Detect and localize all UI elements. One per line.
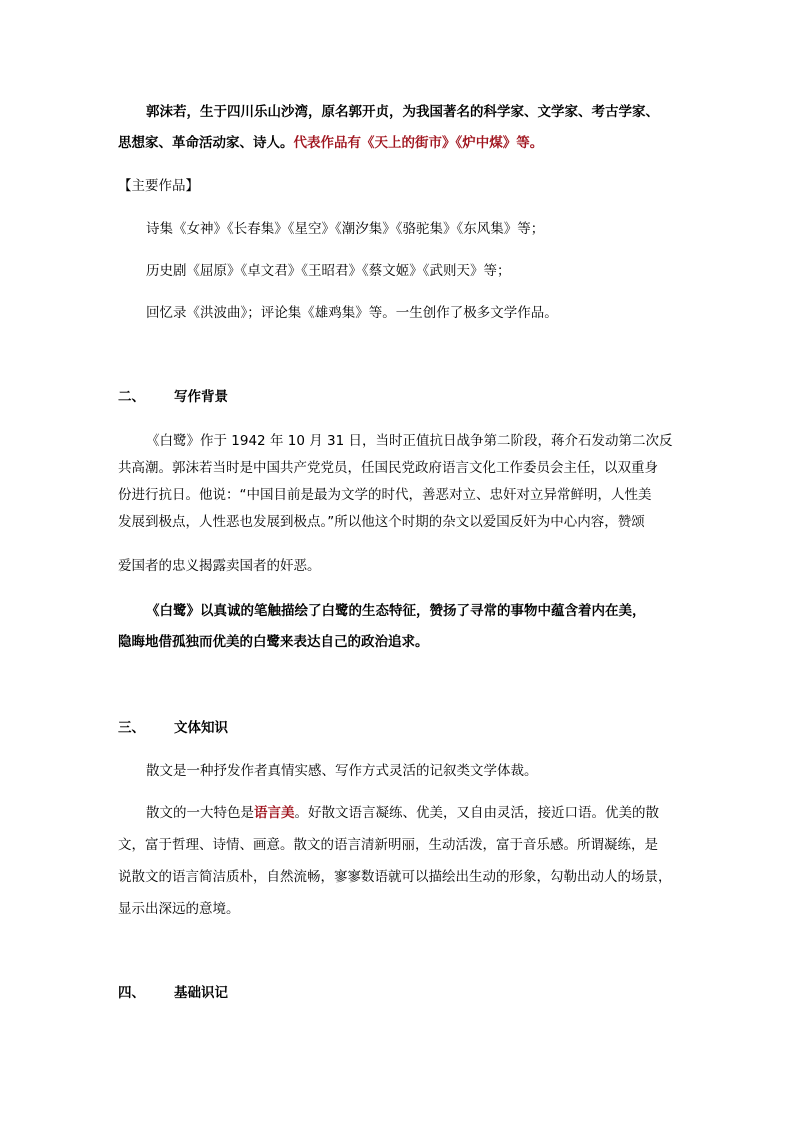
works-heading: 【主要作品】 xyxy=(118,178,199,194)
paragraph-line: 散文是一种抒发作者真情实感、写作方式灵活的记叙类文学体裁。 xyxy=(146,763,538,779)
section-number: 四、 xyxy=(118,985,145,1001)
paragraph-line: 份进行抗日。他说：“中国目前是最为文学的时代，善恶对立、忠奸对立异常鲜明，人性美 xyxy=(118,487,652,503)
paragraph-line xyxy=(146,804,659,822)
language-beauty: 语言美 xyxy=(254,805,295,821)
text-span: 。好散文语言凝练、优美，又自由灵活，接近口语。优美的散 xyxy=(294,805,659,821)
section-number: 二、 xyxy=(118,389,145,405)
section-number: 三、 xyxy=(118,720,145,736)
section-title: 文体知识 xyxy=(174,720,228,736)
works-poetry: 诗集《女神》《长春集》《星空》《潮汐集》《骆驼集》《东风集》等； xyxy=(146,221,545,237)
section-title: 基础识记 xyxy=(174,985,228,1001)
intro-line-2-text: 思想家、革命活动家、诗人。 xyxy=(118,135,294,151)
paragraph-line: 发展到极点，人性恶也发展到极点。”所以他这个时期的杂文以爱国反奸为中心内容，赞颂 xyxy=(118,514,645,530)
paragraph-line: 《白鹭》作于 1942 年 10 月 31 日，当时正值抗日战争第二阶段，蒋介石发动第二次反 xyxy=(146,433,673,449)
paragraph-line: 共高潮。郭沫若当时是中国共产党党员，任国民党政府语言文化工作委员会主任，以双重身 xyxy=(118,460,658,476)
representative-works: 代表作品有《天上的街市》《炉中煤》等。 xyxy=(293,135,544,151)
section-heading-basics xyxy=(118,984,228,1002)
intro-line-2 xyxy=(118,134,543,152)
text-span: 散文的一大特色是 xyxy=(146,805,254,821)
section-title: 写作背景 xyxy=(174,389,228,405)
section-heading-style xyxy=(118,719,228,737)
works-other: 回忆录《洪波曲》；评论集《雄鸡集》等。一生创作了极多文学作品。 xyxy=(146,305,558,321)
paragraph-line: 文，富于哲理、诗情、画意。散文的语言清新明丽，生动活泼，富于音乐感。所谓凝练，是 xyxy=(118,837,658,853)
section-heading-background xyxy=(118,388,228,406)
paragraph-line: 说散文的语言简洁质朴，自然流畅，寥寥数语就可以描绘出生动的形象，勾勒出动人的场景， xyxy=(118,869,672,885)
intro-line-1: 郭沫若，生于四川乐山沙湾，原名郭开贞，为我国著名的科学家、文学家、考古学家、 xyxy=(146,104,659,120)
paragraph-line: 显示出深远的意境。 xyxy=(118,901,240,917)
paragraph-line: 爱国者的忠义揭露卖国者的奸恶。 xyxy=(118,558,321,574)
summary-line: 《白鹭》以真诚的笔触描绘了白鹭的生态特征，赞扬了寻常的事物中蕴含着内在美， xyxy=(146,603,646,619)
summary-line: 隐晦地借孤独而优美的白鹭来表达自己的政治追求。 xyxy=(118,634,429,650)
works-drama: 历史剧《屈原》《卓文君》《王昭君》《蔡文姬》《武则天》等； xyxy=(146,263,511,279)
